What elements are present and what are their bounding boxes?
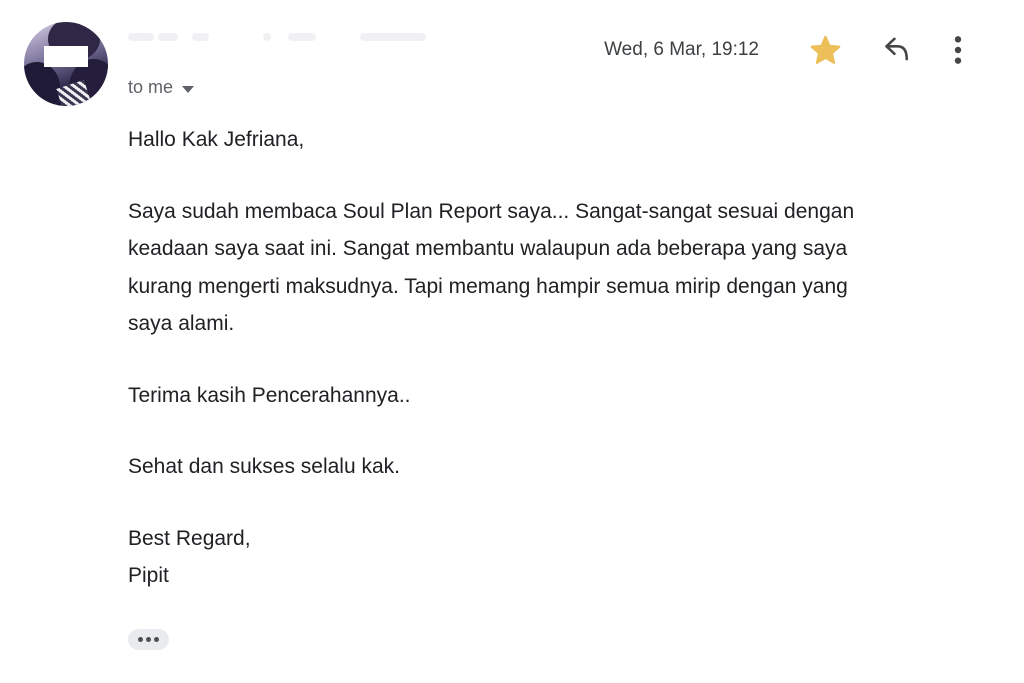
redaction-smudge [360,33,426,41]
chevron-down-icon [182,86,194,93]
recipient-label: to me [128,77,174,97]
email-text-line: Hallo Kak Jefriana, [128,128,305,151]
email-text-line: Terima kasih Pencerahannya.. [128,383,411,407]
email-text-line: keadaan saya saat ini. Sangat membantu walaupun ada beberapa yang saya [128,237,848,260]
redaction-smudge [192,33,209,41]
reply-icon [879,36,911,63]
email-text-line: Best Regard, [128,526,251,550]
trimmed-dot-icon [146,637,151,642]
email-text-line: Pipit [128,564,169,587]
email-text-line: Sehat dan sukses selalu kak. [128,455,400,478]
redaction-smudge [263,33,271,41]
avatar-redaction-box [44,46,88,68]
email-paragraph [128,448,960,486]
redaction-smudge [128,33,154,41]
trimmed-dot-icon [154,637,159,642]
email-paragraph [128,193,960,343]
email-paragraph [128,121,960,159]
email-paragraph [128,377,960,415]
email-text-line: Saya sudah membaca Soul Plan Report saya... Sangat-sangat sesuai dengan [128,199,855,223]
avatar-photo-shape [24,62,60,106]
header-actions [604,34,964,65]
show-trimmed-content-button[interactable] [128,629,169,650]
trimmed-dot-icon [138,637,143,642]
redaction-smudge [288,33,316,41]
redaction-smudge [158,33,178,41]
message-date: Wed, 6 Mar, 19:12 [604,38,759,60]
star-icon [809,34,842,65]
email-text-line: kurang mengerti maksudnya. Tapi memang hampir semua mirip dengan yang [128,274,848,298]
email-text-line: saya alami. [128,312,235,335]
reply-button[interactable] [879,36,911,63]
email-body [0,121,1024,595]
sender-avatar[interactable] [24,22,108,106]
recipient-expander[interactable] [128,77,194,98]
email-header [0,0,1024,121]
more-options-button[interactable] [952,35,964,65]
more-vert-icon [954,35,962,65]
star-button[interactable] [809,34,842,65]
email-paragraph [128,520,960,595]
